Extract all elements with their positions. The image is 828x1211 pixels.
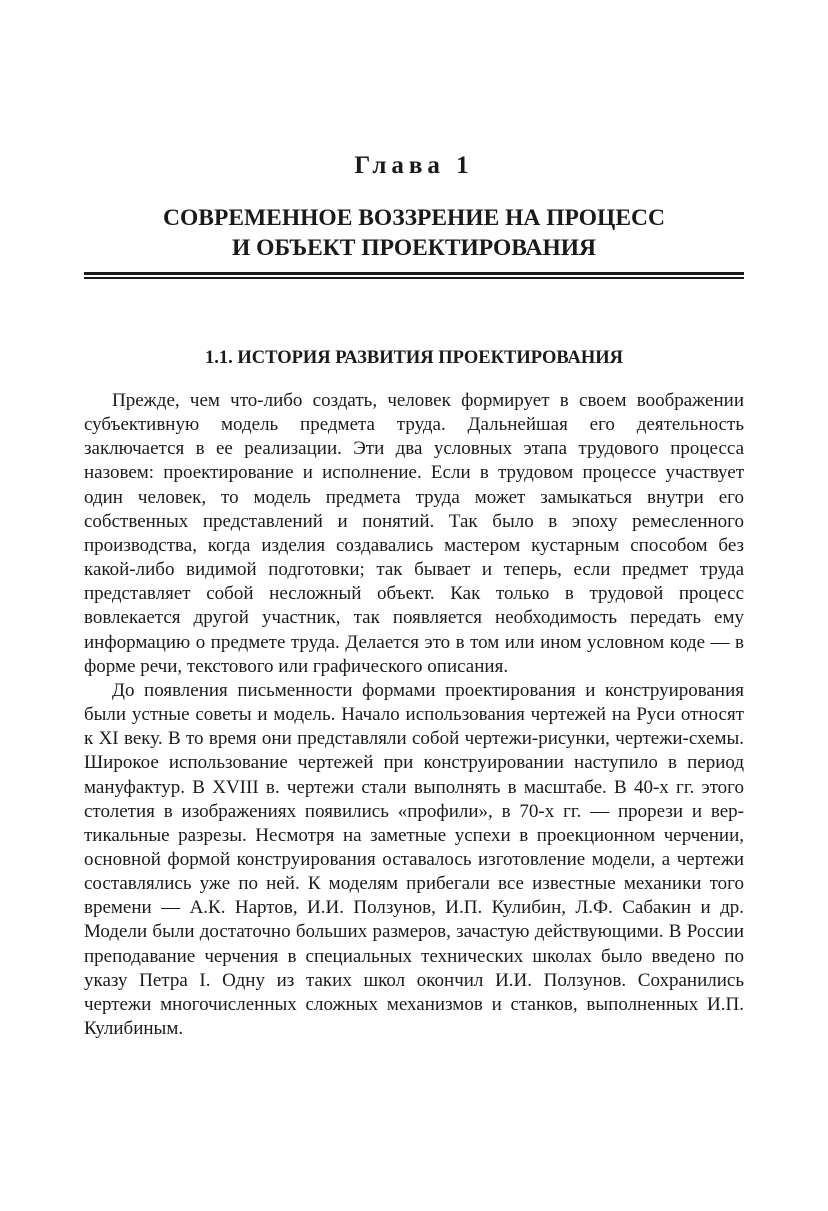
paragraph-2: До появления письменности формами проектирования и конструирования были устные советы и модель. Начало использования чертежей на Руси относят к XI веку. В то время они представляли собой чертежи-рисунки, чертежи-схемы. Широкое использование чертежей при конструировании наступило в период мануфактур. В XVIII в. чертежи стали выполнять в масштабе. В 40-х гг. этого столетия в изображениях появились «профили», в 70-х гг. — прорези и вертикальные разрезы. Несмотря на заметные успехи в проекционном черчении, основной формой конструирования оставалось изготовление модели, а чертежи составлялись уже по ней. К моделям прибегали все известные механики того времени — А.К. Нартов, И.И. Ползунов, И.П. Кулибин, Л.Ф. Сабакин и др. Модели были достаточно больших размеров, зачастую действующими. В России преподавание черчения в специальных технических школах было введено по указу Петра I. Одну из таких школ окончил И.И. Ползунов. Сохранились чертежи многочисленных сложных механизмов и станков, выполненных И.П. Кулибиным. (84, 679, 744, 1040)
divider-thin-line (84, 277, 744, 279)
section-heading: 1.1. ИСТОРИЯ РАЗВИТИЯ ПРОЕКТИРОВАНИЯ (204, 348, 624, 368)
paragraph-1: Прежде, чем что-либо создать, человек формирует в своем воображении субъективную модель предмета труда. Дальнейшая его деятельность заключается в ее реализации. Эти два условных этапа трудового процесса назовем: проектирование и исполнение. Если в трудовом процессе участвует один человек, то модель предмета труда может замыкаться внутри его собственных представлений и понятий. Так было в эпоху ремесленного производства, когда изделия создавались мастером кустарным способом без какой-либо видимой подготовки; так бывает и теперь, если предмет труда представляет собой несложный объект. Как только в трудовой процесс вовлекается другой участник, так появляется необходимость передать ему информацию о предмете труда. Делается это в том или ином условном коде — в форме речи, текстового или графического описания. (84, 390, 744, 677)
chapter-label: Глава 1 (354, 152, 474, 179)
chapter-title-line-1: СОВРЕМЕННОЕ ВОЗЗРЕНИЕ НА ПРОЦЕСС (163, 205, 665, 231)
chapter-title (84, 203, 744, 263)
chapter-title-line-2: И ОБЪЕКТ ПРОЕКТИРОВАНИЯ (232, 235, 596, 261)
chapter-divider (84, 272, 744, 278)
divider-thick-line (84, 272, 744, 275)
body-text (84, 389, 744, 1041)
